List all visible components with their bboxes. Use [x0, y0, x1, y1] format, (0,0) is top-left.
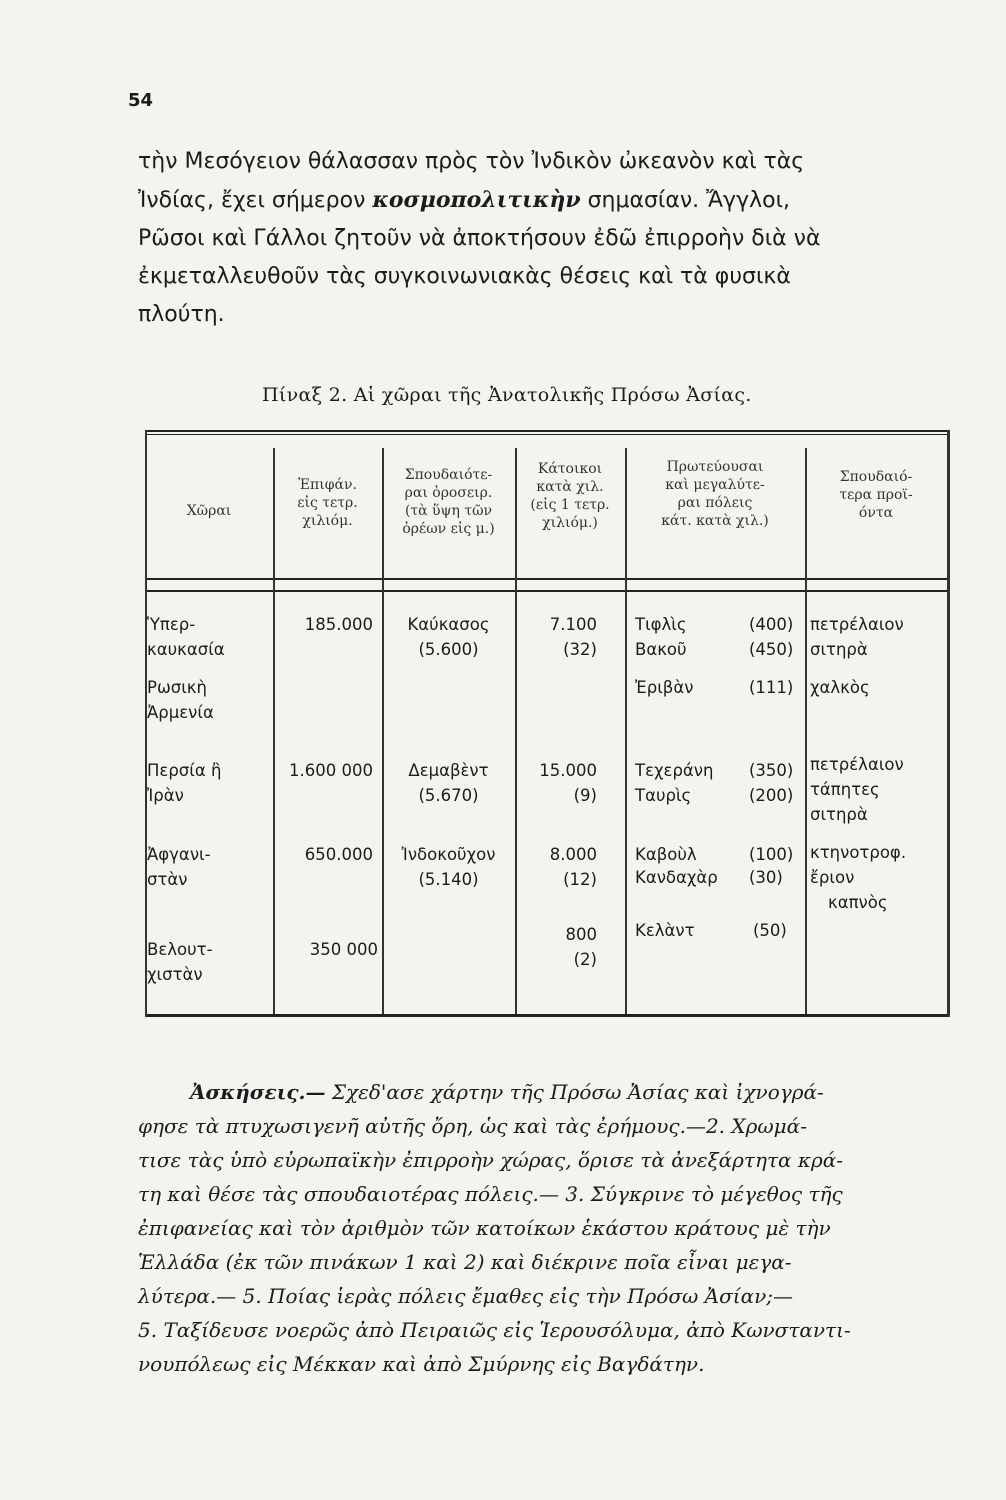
mountain-range [382, 842, 515, 892]
header-line: ὀρέων εἰς μ.) [402, 521, 495, 537]
cell-line: 7.100 [549, 615, 597, 634]
area-value: 650.000 [304, 845, 373, 864]
exercises-text: Σχεδ'ασε χάρτην τῆς Πρόσω Ἀσίας καὶ ἰχνογρά- [325, 1080, 824, 1104]
population-density [515, 612, 597, 662]
country-name [147, 675, 214, 725]
city-population: (200) [749, 786, 794, 805]
header-products [805, 468, 947, 522]
countries-table [145, 430, 950, 1020]
cell-line: (2) [573, 950, 597, 969]
exercises-line: τισε τὰς ὑπὸ εὐρωπαϊκὴν ἐπιρροὴν χώρας, ὅρισε τὰ ἀνεξάρτητα κρά- [138, 1148, 844, 1172]
header-line: (εἰς 1 τετρ. [530, 497, 610, 513]
city-population: (400) [749, 615, 794, 634]
city-population: (30) [749, 868, 783, 887]
cell-line: καυκασία [147, 640, 225, 659]
intro-paragraph [138, 143, 958, 334]
city-name: Βακοῦ [635, 640, 687, 659]
table-border-right [947, 430, 950, 1017]
cell-line: Βελουτ- [147, 940, 213, 959]
cell-line: (5.600) [418, 640, 479, 659]
header-line: όντα [858, 505, 894, 521]
cell-line: ἔριον [810, 868, 855, 887]
cell-line: Ἰνδοκοῦχον [401, 845, 496, 864]
header-line: Σπουδαιό- [839, 469, 913, 485]
exercises-line: τη καὶ θέσε τὰς σπουδαιοτέρας πόλεις.— 3. Σύγκρινε τὸ μέγεθος τῆς [138, 1182, 843, 1206]
header-ranges [382, 466, 515, 538]
area-value: 350 000 [309, 940, 378, 959]
page-number: 54 [128, 90, 154, 111]
header-line: Ἐπιφάν. [298, 477, 357, 493]
cell-line: σιτηρὰ [810, 640, 868, 659]
header-line: (τὰ ὕψη τῶν [404, 503, 493, 519]
header-rule [145, 590, 950, 592]
population-density [515, 758, 597, 808]
intro-line: Ρῶσοι καὶ Γάλλοι ζητοῦν νὰ ἀποκτήσουν ἐδῶ ἐπιρροὴν διὰ νὰ [138, 226, 821, 251]
mountain-range [382, 612, 515, 662]
city-name: Τεχεράνη [635, 761, 714, 780]
cell-line: τάπητες [810, 780, 880, 799]
column-separator [625, 448, 627, 1014]
table-top-rule [145, 434, 950, 435]
products [810, 612, 904, 662]
cell-line: χιστὰν [147, 965, 203, 984]
cell-line: (5.670) [418, 786, 479, 805]
column-separator [273, 448, 275, 1014]
header-line: καὶ μεγαλύτε- [665, 477, 765, 493]
city-name: Τιφλὶς [635, 615, 687, 634]
city-population: (100) [749, 845, 794, 864]
area-value: 1.600 000 [289, 761, 373, 780]
products [810, 675, 870, 700]
exercises-heading: Ἀσκήσεις.— [190, 1080, 326, 1104]
intro-text: σημασίαν. Ἄγγλοι, [580, 188, 791, 213]
country-name [147, 937, 213, 987]
country-name [147, 612, 225, 662]
header-population [515, 460, 625, 532]
city-name: Καβοὺλ [635, 845, 697, 864]
country-name [147, 842, 211, 892]
cell-line: Ὑπερ- [147, 615, 196, 634]
header-line: κάτ. κατὰ χιλ.) [661, 513, 769, 529]
header-line: τερα προϊ- [839, 487, 913, 503]
header-rule [145, 578, 950, 580]
cell-line: 15.000 [539, 761, 597, 780]
header-line: ραι ὀροσειρ. [404, 485, 493, 501]
city-name: Ταυρὶς [635, 786, 692, 805]
header-capitals [625, 458, 805, 530]
header-line: Κάτοικοι [537, 461, 603, 477]
area-value: 185.000 [304, 615, 373, 634]
cell-line: (5.140) [418, 870, 479, 889]
header-line: ραι πόλεις [677, 495, 753, 511]
header-line: Πρωτεύουσαι [666, 459, 764, 475]
exercises-line: λύτερα.— 5. Ποίας ἱερὰς πόλεις ἔμαθες εἰς τὴν Πρόσω Ἀσίαν;— [138, 1284, 793, 1308]
intro-text: Ἰνδίας, ἔχει σήμερον [138, 188, 373, 213]
cell-line: κτηνοτροφ. [810, 843, 907, 862]
exercises-line: 5. Ταξίδευσε νοερῶς ἀπὸ Πειραιῶς εἰς Ἱερουσόλυμα, ἀπὸ Κωνσταντι- [138, 1318, 851, 1342]
country-name [147, 758, 221, 808]
cell-line: πετρέλαιον [810, 615, 904, 634]
intro-line [138, 181, 958, 220]
cell-line: καπνὸς [828, 893, 888, 912]
exercises-line: Ἑλλάδα (ἐκ τῶν πινάκων 1 καὶ 2) καὶ διέκρινε ποῖα εἶναι μεγα- [138, 1250, 792, 1274]
header-line: χιλιόμ.) [542, 515, 598, 531]
table-bottom-rule [145, 1014, 950, 1017]
exercises-line: νουπόλεως εἰς Μέκκαν καὶ ἀπὸ Σμύρνης εἰς Βαγδάτην. [138, 1352, 705, 1376]
cell-line: Ἀρμενία [147, 703, 214, 722]
population-density [515, 922, 597, 972]
cell-line: 800 [565, 925, 597, 944]
products [810, 840, 906, 915]
intro-line: πλούτη. [138, 302, 225, 327]
exercises-line: ἐπιφανείας καὶ τὸν ἀριθμὸν τῶν κατοίκων ἑκάστου κράτους μὲ τὴν [138, 1216, 831, 1240]
column-separator [805, 448, 807, 1014]
table-caption: Πίναξ 2. Αἱ χῶραι τῆς Ἀνατολικῆς Πρόσω Ἀσίας. [262, 384, 752, 406]
cell-line: Καύκασος [407, 615, 490, 634]
intro-line: ἐκμεταλλευθοῦν τὰς συγκοινωνιακὰς θέσεις καὶ τὰ φυσικὰ [138, 264, 791, 289]
header-line: χιλιόμ. [302, 513, 353, 529]
cell-line: πετρέλαιον [810, 755, 904, 774]
population-density [515, 842, 597, 892]
header-countries: Χῶραι [186, 503, 232, 519]
cell-line: (12) [563, 870, 597, 889]
cell-line: χαλκὸς [810, 678, 870, 697]
exercises-line: φησε τὰ πτυχωσιγενῆ αὐτῆς ὄρη, ὡς καὶ τὰς ἐρήμους.—2. Χρωμά- [138, 1114, 807, 1138]
city-population: (50) [753, 921, 787, 940]
city-population: (111) [749, 678, 794, 697]
city-population: (350) [749, 761, 794, 780]
cell-line: Ρωσικὴ [147, 678, 207, 697]
header-area [273, 476, 382, 530]
table-top-rule [145, 430, 950, 432]
products [810, 752, 904, 827]
emphasized-word: κοσμοπολιτικὴν [372, 187, 581, 213]
cell-line: Περσία ἢ [147, 761, 222, 780]
city-name: Ἐριβὰν [635, 678, 694, 697]
cell-line: (9) [573, 786, 597, 805]
cell-line: Δεμαβὲντ [408, 761, 489, 780]
cell-line: Ἀφγανι- [147, 845, 211, 864]
city-name: Κελὰντ [635, 921, 695, 940]
cell-line: Ἰρὰν [147, 786, 184, 805]
mountain-range [382, 758, 515, 808]
city-name: Κανδαχὰρ [635, 868, 718, 887]
header-line: Σπουδαιότε- [404, 467, 493, 483]
city-population: (450) [749, 640, 794, 659]
intro-line: τὴν Μεσόγειον θάλασσαν πρὸς τὸν Ἰνδικὸν ὠκεανὸν καὶ τὰς [138, 149, 805, 174]
exercises-paragraph [138, 1075, 965, 1381]
exercises-line [190, 1075, 965, 1109]
cell-line: στὰν [147, 870, 188, 889]
header-line: κατὰ χιλ. [536, 479, 604, 495]
cell-line: 8.000 [549, 845, 597, 864]
cell-line: (32) [563, 640, 597, 659]
header-line: εἰς τετρ. [297, 495, 358, 511]
cell-line: σιτηρὰ [810, 805, 868, 824]
